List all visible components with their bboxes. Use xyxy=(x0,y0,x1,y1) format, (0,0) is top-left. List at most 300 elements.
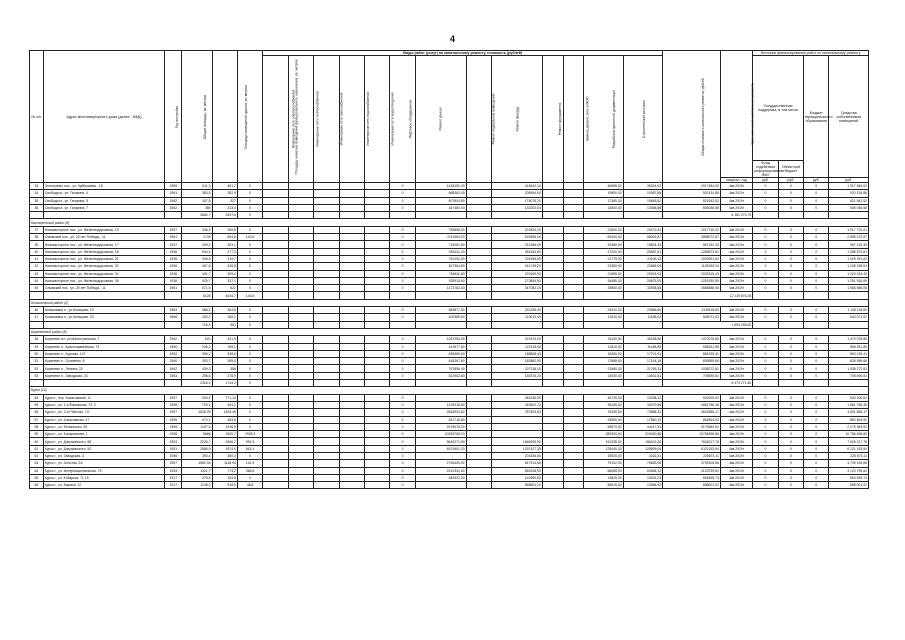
table-row xyxy=(30,204,869,211)
table-row xyxy=(30,431,869,438)
row-work-water xyxy=(339,409,364,416)
col-deadline: Срок окончания капитального ремонта xyxy=(720,51,752,178)
row-number: 53 xyxy=(30,372,44,379)
row-work-design: 26485,00 xyxy=(584,277,623,284)
row-deadline: 4кв.2019г xyxy=(720,197,752,204)
row-work-gas xyxy=(314,452,339,459)
row-regional: 0 xyxy=(778,401,803,408)
funding-state-header: Государственная поддержка, в том числе xyxy=(753,56,804,161)
row-work-lift: 0 xyxy=(390,358,415,365)
row-work-foundation xyxy=(542,277,563,284)
col-work-7: Ремонт крыши xyxy=(415,56,466,183)
row-total-area: 1138,3 xyxy=(182,482,212,489)
subtotal-empty xyxy=(314,292,339,299)
row-total-area: 486,2 xyxy=(182,307,212,314)
row-number: 63 xyxy=(30,460,44,467)
row-address: Курск г., ул. 3-я Рабочая, 7 Б xyxy=(43,409,164,416)
row-work-facade: 225183,50 xyxy=(492,255,543,262)
row-work-lift: 0 xyxy=(390,263,415,270)
row-work-water xyxy=(339,438,364,445)
subtotal-empty xyxy=(492,292,543,299)
subtotal-empty xyxy=(43,321,164,328)
subtotal-empty xyxy=(263,321,288,328)
table-body xyxy=(30,183,869,489)
row-work-control: 21293,31 xyxy=(623,365,662,372)
row-work-foundation xyxy=(542,248,563,255)
row-work-control: 156401,26 xyxy=(623,438,662,445)
subtotal-empty xyxy=(753,380,778,387)
row-work-water xyxy=(339,197,364,204)
row-address: Конышевка п., ул.Кольцова, 10 xyxy=(43,307,164,314)
row-work-design: 129445,00 xyxy=(584,445,623,452)
row-work-control: 13402,23 xyxy=(623,474,662,481)
row-year: 1966 xyxy=(165,314,182,321)
row-work-control: 10087,86 xyxy=(623,190,662,197)
subtotal-empty xyxy=(165,212,182,219)
row-work-design: 56915,00 xyxy=(584,482,623,489)
row-work-heat xyxy=(288,270,313,277)
table-row xyxy=(30,314,869,321)
row-work-control: 4316,31 xyxy=(623,452,662,459)
row-address: Коренево п., Заводская, 23 xyxy=(43,372,164,379)
subtotal-empty xyxy=(542,321,563,328)
subtotal-empty xyxy=(165,380,182,387)
row-number: 48 xyxy=(30,336,44,343)
row-work-roof: 925915,60 xyxy=(415,277,466,284)
row-work-facade: 201836,80 xyxy=(492,452,543,459)
subtotal-cost: 5 474 271,80 xyxy=(663,380,753,387)
row-deadline: 4кв.2019г xyxy=(720,343,752,350)
subtotal-empty xyxy=(623,321,662,328)
row-year: 1917 xyxy=(165,482,182,489)
row-work-foundation xyxy=(542,270,563,277)
row-work-heat xyxy=(288,460,313,467)
row-work-heat xyxy=(288,277,313,284)
row-work-design: 19520,00 xyxy=(584,452,623,459)
row-work-gas xyxy=(314,226,339,233)
row-work-control: 125509,04 xyxy=(623,445,662,452)
funding-municipal-header: Бюджет муниципального образования xyxy=(804,56,829,178)
row-work-facade: 176078,20 xyxy=(492,197,543,204)
row-work-heat xyxy=(288,394,313,401)
row-area-premises: 313,4 xyxy=(212,204,237,211)
subtotal-empty xyxy=(778,292,803,299)
col-area-shared: Площадь нежилых помещений функционального назначения, кв. метров xyxy=(237,51,262,183)
row-work-electric xyxy=(263,204,288,211)
row-work-design: 18260,00 xyxy=(584,350,623,357)
row-work-lift: 0 xyxy=(390,431,415,438)
row-work-roof: 2111964,00 xyxy=(415,234,466,241)
subtotal-area: 6128 xyxy=(182,292,212,299)
row-municipal: 0 xyxy=(804,372,829,379)
row-year: 1955 xyxy=(165,183,182,190)
row-municipal: 0 xyxy=(804,197,829,204)
row-owners: 1 251 930,59 xyxy=(829,277,869,284)
row-work-electric xyxy=(263,307,288,314)
row-total-area: 622 xyxy=(182,336,212,343)
row-municipal: 0 xyxy=(804,204,829,211)
col-work-13: Строительный контроль xyxy=(623,56,662,183)
subtotal-row xyxy=(30,321,869,328)
row-work-doors xyxy=(563,431,584,438)
row-total-area: 435,5 xyxy=(182,255,212,262)
row-work-design: 40685,00 xyxy=(584,183,623,190)
page-number: 4 xyxy=(449,34,455,44)
row-fund: 0 xyxy=(753,438,778,445)
row-total-area: 230,2 xyxy=(182,314,212,321)
row-total-area: 436,9 xyxy=(182,226,212,233)
row-work-facade: 119013,40 xyxy=(492,314,543,321)
row-work-electric xyxy=(263,343,288,350)
row-work-electric xyxy=(263,314,288,321)
row-work-heat xyxy=(288,263,313,270)
table-row xyxy=(30,183,869,190)
row-work-lift: 0 xyxy=(390,190,415,197)
row-owners: 1 149 118,60 xyxy=(829,307,869,314)
row-work-control: 25387,61 xyxy=(623,248,662,255)
row-work-roof: 951511,20 xyxy=(415,248,466,255)
row-total-cost: 3601856,17 xyxy=(663,409,721,416)
row-work-foundation xyxy=(542,350,563,357)
row-work-heat xyxy=(288,482,313,489)
subtotal-empty xyxy=(563,212,584,219)
row-work-roof: 447480,00 xyxy=(415,204,466,211)
row-work-basement xyxy=(466,474,491,481)
row-work-foundation xyxy=(542,197,563,204)
row-work-heat xyxy=(288,452,313,459)
row-deadline: 4кв.2019г xyxy=(720,190,752,197)
row-regional: 0 xyxy=(778,270,803,277)
row-year: 1957 xyxy=(165,226,182,233)
row-work-heat xyxy=(288,350,313,357)
subtotal-empty xyxy=(829,321,869,328)
row-total-area: 409,2 xyxy=(182,241,212,248)
row-deadline: 4кв.2019г xyxy=(720,226,752,233)
subtotal-empty xyxy=(492,212,543,219)
row-work-electric xyxy=(263,248,288,255)
row-deadline: 4кв.2019г xyxy=(720,270,752,277)
row-work-roof: 1229018,80 xyxy=(415,401,466,408)
row-work-doors xyxy=(563,452,584,459)
subtotal-empty xyxy=(288,380,313,387)
subtotal-empty xyxy=(492,380,543,387)
subtotal-empty xyxy=(43,292,164,299)
row-work-doors xyxy=(563,277,584,284)
row-work-heat xyxy=(288,409,313,416)
row-work-control: 10338,12 xyxy=(623,394,662,401)
row-work-electric xyxy=(263,285,288,292)
row-work-electric xyxy=(263,336,288,343)
row-area-premises: 1874,9 xyxy=(212,445,237,452)
row-year: 1961 xyxy=(165,190,182,197)
row-regional: 0 xyxy=(778,197,803,204)
row-area-shared: 368,6 xyxy=(237,467,262,474)
subtotal-empty xyxy=(314,380,339,387)
row-work-roof: 638369,60 xyxy=(415,350,466,357)
row-work-doors xyxy=(563,204,584,211)
row-work-sewer xyxy=(364,358,389,365)
row-work-facade: 363502,70 xyxy=(492,401,543,408)
subtotal-empty xyxy=(466,292,491,299)
row-owners: 1 029 291,62 xyxy=(829,255,869,262)
row-total-cost: 653499,73 xyxy=(663,474,721,481)
row-deadline: 4кв.2019г xyxy=(720,204,752,211)
row-work-basement xyxy=(466,416,491,423)
row-area-shared: 0 xyxy=(237,358,262,365)
row-municipal: 0 xyxy=(804,416,829,423)
row-regional: 0 xyxy=(778,241,803,248)
row-work-roof: 10253768,00 xyxy=(415,431,466,438)
row-area-shared: 0 xyxy=(237,307,262,314)
row-area-shared: 0 xyxy=(237,183,262,190)
row-address: Курск г., пер. Ачкасовский, 11 xyxy=(43,394,164,401)
row-work-heat xyxy=(288,183,313,190)
row-municipal: 0 xyxy=(804,277,829,284)
row-work-design: 79102,00 xyxy=(584,460,623,467)
row-total-area: 467,6 xyxy=(182,263,212,270)
row-fund: 0 xyxy=(753,431,778,438)
row-year: 1958 xyxy=(165,431,182,438)
row-area-shared: 0 xyxy=(237,277,262,284)
row-owners: 540 200,62 xyxy=(829,394,869,401)
row-number: 42 xyxy=(30,263,44,270)
row-total-cost: 862804,92 xyxy=(663,416,721,423)
row-area-premises: 337,1 xyxy=(212,277,237,284)
row-work-foundation xyxy=(542,307,563,314)
row-municipal: 0 xyxy=(804,336,829,343)
row-owners: 225 673,11 xyxy=(829,452,869,459)
table-row xyxy=(30,307,869,314)
row-total-cost: 821542,52 xyxy=(663,197,721,204)
row-area-shared: 0 xyxy=(237,401,262,408)
table-row xyxy=(30,416,869,423)
subtotal-row xyxy=(30,380,869,387)
subtotal-empty xyxy=(829,292,869,299)
row-work-sewer xyxy=(364,460,389,467)
row-area-shared: 2935,3 xyxy=(237,431,262,438)
row-fund: 0 xyxy=(753,467,778,474)
row-work-foundation xyxy=(542,467,563,474)
row-total-cost: 558251,85 xyxy=(663,343,721,350)
row-total-cost: 6121153,54 xyxy=(663,445,721,452)
row-area-shared: 0 xyxy=(237,204,262,211)
row-work-heat xyxy=(288,234,313,241)
row-address: Курск г., ул. Белинского, 25 xyxy=(43,423,164,430)
row-fund: 0 xyxy=(753,241,778,248)
row-work-heat xyxy=(288,226,313,233)
row-area-premises: 773,2 xyxy=(212,467,237,474)
row-total-cost: 1149118,60 xyxy=(663,307,721,314)
row-area-shared: 0 xyxy=(237,372,262,379)
row-regional: 0 xyxy=(778,416,803,423)
row-work-electric xyxy=(263,350,288,357)
row-area-shared: 0 xyxy=(237,248,262,255)
table-row xyxy=(30,452,869,459)
row-address: Новокасторное пос., ул. Железнодорожная, 18 xyxy=(43,248,164,255)
row-work-water xyxy=(339,482,364,489)
row-fund: 0 xyxy=(753,336,778,343)
row-work-gas xyxy=(314,204,339,211)
row-deadline: 4кв.2019г xyxy=(720,416,752,423)
row-number: 61 xyxy=(30,445,44,452)
row-work-control: 21109,12 xyxy=(623,255,662,262)
row-owners: 835 959,66 xyxy=(829,358,869,365)
row-area-premises: 2600,7 xyxy=(212,431,237,438)
subtotal-empty xyxy=(390,380,415,387)
row-area-premises: 327 xyxy=(212,197,237,204)
row-work-foundation xyxy=(542,438,563,445)
row-work-water xyxy=(339,401,364,408)
row-area-premises: 1030,9 xyxy=(212,423,237,430)
row-work-sewer xyxy=(364,314,389,321)
row-work-roof: 2765405,92 xyxy=(415,460,466,467)
row-work-gas xyxy=(314,234,339,241)
row-work-basement xyxy=(466,336,491,343)
row-work-basement xyxy=(466,234,491,241)
row-work-gas xyxy=(314,365,339,372)
row-total-cost: 2179363,51 xyxy=(663,423,721,430)
row-work-sewer xyxy=(364,255,389,262)
row-work-sewer xyxy=(364,197,389,204)
row-work-foundation xyxy=(542,431,563,438)
row-work-doors xyxy=(563,336,584,343)
deadline-unit: квартал, год xyxy=(720,178,752,183)
row-work-water xyxy=(339,460,364,467)
row-municipal: 0 xyxy=(804,365,829,372)
row-work-gas xyxy=(314,460,339,467)
unit-rub-4: руб. xyxy=(829,178,869,183)
row-fund: 0 xyxy=(753,277,778,284)
table-row xyxy=(30,438,869,445)
row-number: 49 xyxy=(30,343,44,350)
row-work-control: 11448,85 xyxy=(623,343,662,350)
row-total-area: 383,5 xyxy=(182,190,212,197)
row-area-shared: 0 xyxy=(237,365,262,372)
row-work-doors xyxy=(563,445,584,452)
row-area-shared: 0 xyxy=(237,241,262,248)
table-row xyxy=(30,394,869,401)
row-work-sewer xyxy=(364,241,389,248)
row-work-gas xyxy=(314,255,339,262)
row-area-shared: 0 xyxy=(237,423,262,430)
row-work-roof: 2075076,20 xyxy=(415,423,466,430)
row-year: 1936 xyxy=(165,248,182,255)
row-work-basement xyxy=(466,445,491,452)
row-work-lift: 0 xyxy=(390,197,415,204)
row-work-control: 20471,81 xyxy=(623,226,662,233)
row-work-lift: 0 xyxy=(390,460,415,467)
row-work-facade: 205594,60 xyxy=(492,190,543,197)
row-area-shared: 0 xyxy=(237,255,262,262)
row-work-roof: 2663904,52 xyxy=(415,409,466,416)
row-work-foundation xyxy=(542,285,563,292)
row-work-lift: 0 xyxy=(390,226,415,233)
row-work-water xyxy=(339,263,364,270)
row-work-doors xyxy=(563,401,584,408)
row-fund: 0 xyxy=(753,263,778,270)
row-work-lift: 0 xyxy=(390,183,415,190)
subtotal-row xyxy=(30,292,869,299)
row-municipal: 0 xyxy=(804,452,829,459)
row-municipal: 0 xyxy=(804,350,829,357)
row-work-gas xyxy=(314,482,339,489)
row-address: Коренево пгт, ул.Магистральная, 7 xyxy=(43,336,164,343)
subtotal-empty xyxy=(804,321,829,328)
funding-owners-header: Средства собственников помещений xyxy=(829,56,869,178)
row-municipal: 0 xyxy=(804,438,829,445)
row-owners: 2 855 072,87 xyxy=(829,234,869,241)
row-work-gas xyxy=(314,314,339,321)
row-area-shared: 0 xyxy=(237,474,262,481)
row-number: 65 xyxy=(30,474,44,481)
row-work-sewer xyxy=(364,204,389,211)
row-area-shared: 0 xyxy=(237,285,262,292)
row-total-cost: 3739105,66 xyxy=(663,460,721,467)
row-work-gas xyxy=(314,416,339,423)
col-total-cost: Общая стоимость капитального ремонта, рублей xyxy=(663,51,721,183)
row-work-roof: 1418152,40 xyxy=(415,183,466,190)
col-work-2: Инженерные сети теплоснабжения xyxy=(288,56,313,183)
subtotal-empty xyxy=(288,212,313,219)
subtotal-empty xyxy=(30,292,44,299)
row-work-water xyxy=(339,445,364,452)
row-work-roof: 849877,60 xyxy=(415,307,466,314)
row-work-foundation xyxy=(542,336,563,343)
col-work-4: Инженерные сети водоснабжения xyxy=(339,56,364,183)
row-work-electric xyxy=(263,241,288,248)
row-work-control: 25675,00 xyxy=(623,277,662,284)
row-number: 34 xyxy=(30,190,44,197)
row-work-basement xyxy=(466,460,491,467)
row-number: 57 xyxy=(30,416,44,423)
row-work-water xyxy=(339,226,364,233)
row-regional: 0 xyxy=(778,263,803,270)
row-area-premises: 309,4 xyxy=(212,270,237,277)
row-area-premises: 421,9 xyxy=(212,336,237,343)
row-work-sewer xyxy=(364,431,389,438)
row-municipal: 0 xyxy=(804,343,829,350)
row-work-heat xyxy=(288,474,313,481)
row-year: 1962 xyxy=(165,336,182,343)
row-work-design: 21600,00 xyxy=(584,226,623,233)
row-deadline: 4кв.2019г xyxy=(720,409,752,416)
row-owners: 821 542,52 xyxy=(829,197,869,204)
subtotal-area-premises: 1744,2 xyxy=(212,380,237,387)
row-number: 62 xyxy=(30,452,44,459)
row-owners: 1 586 586,08 xyxy=(829,285,869,292)
row-work-roof: 607604,80 xyxy=(415,197,466,204)
row-year: 1936 xyxy=(165,263,182,270)
row-total-area: 1528,09 xyxy=(182,409,212,416)
subtotal-empty xyxy=(466,321,491,328)
row-work-roof xyxy=(415,452,466,459)
row-total-area: 439,3 xyxy=(182,365,212,372)
row-work-facade: 321574,00 xyxy=(492,336,543,343)
subtotal-empty xyxy=(339,292,364,299)
row-work-facade: 227118,10 xyxy=(492,365,543,372)
row-work-basement xyxy=(466,394,491,401)
row-work-design: 19890,00 xyxy=(584,190,623,197)
row-year: 1957 xyxy=(165,409,182,416)
row-work-basement xyxy=(466,255,491,262)
row-owners: 1 017 710,01 xyxy=(829,226,869,233)
row-area-premises: 622 xyxy=(212,285,237,292)
row-fund: 0 xyxy=(753,372,778,379)
row-work-lift: 0 xyxy=(390,248,415,255)
row-fund: 0 xyxy=(753,307,778,314)
subtotal-empty xyxy=(165,321,182,328)
col-total-area: Общая площадь, кв. метров xyxy=(182,51,212,183)
